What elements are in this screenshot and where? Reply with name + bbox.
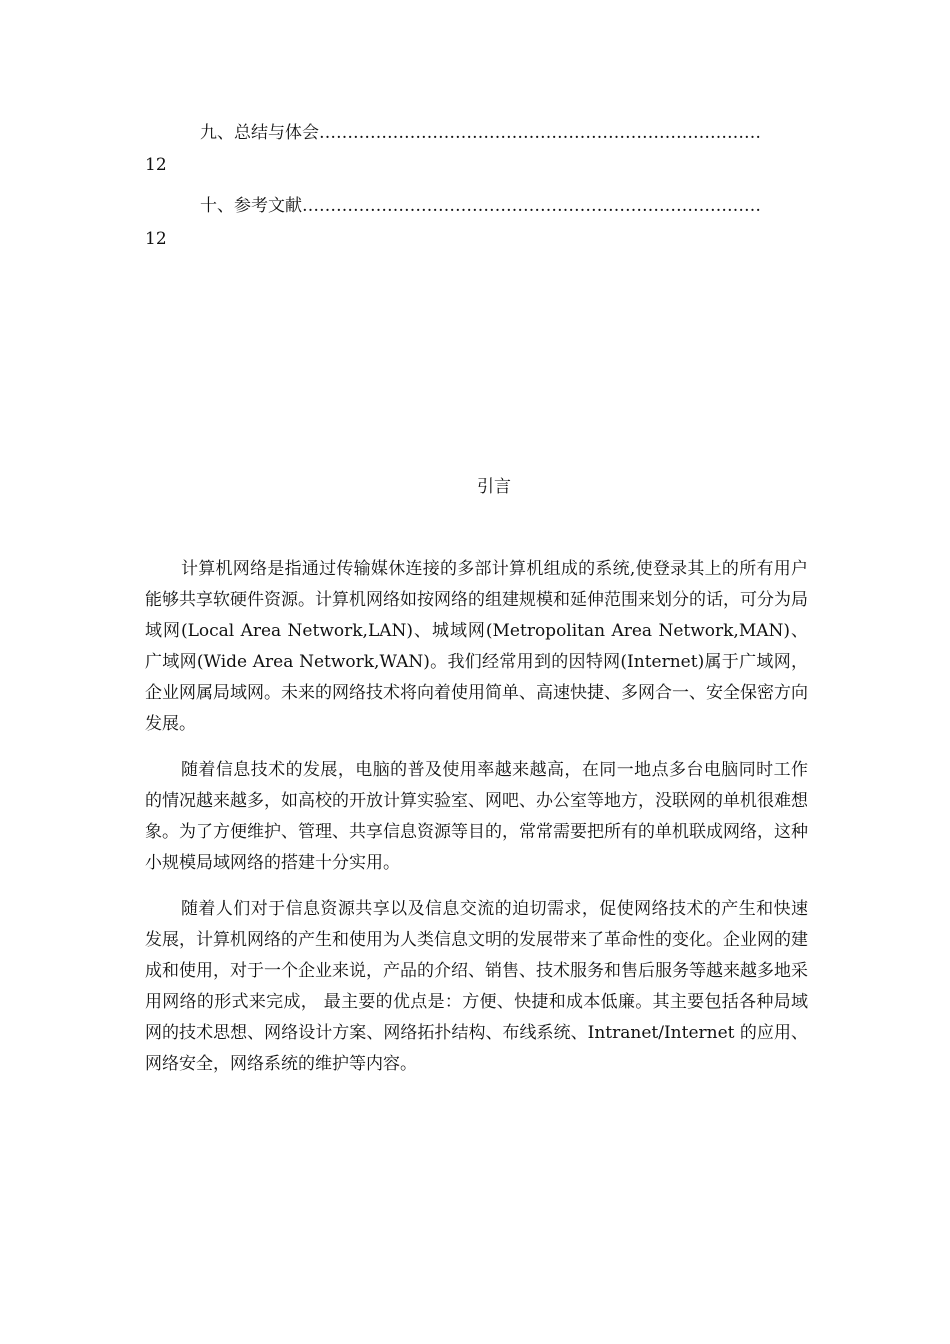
body-text <box>145 894 808 1080</box>
paragraph: 随着信息技术的发展，电脑的普及使用率越来越高，在同一地点多台电脑同时工作的情况越来越多，如高校的开放计算实验室、网吧、办公室等地方，没联网的单机很难想象。为了方便维护、管理、共享信息资源等目的，常常需要把所有的单机联成网络，这种小规模局域网络的搭建十分实用。 <box>145 760 808 873</box>
paragraph: 计算机网络是指通过传输媒休连接的多部计算机组成的系统,使登录其上的所有用户能够共享软硬件资源。计算机网络如按网络的组建规模和延伸范围来划分的话，可分为局域网(Local Area Network,LAN)、城域网(Metropolitan Area Network,MAN)、广域网(Wide Area Network,WAN)。我们经常用到的因特网(Internet)属于广域网，企业网属局域网。未来的网络技术将向着使用简单、高速快捷、多网合一、安全保密方向发展。 <box>145 559 808 734</box>
toc-leader-dots: ……………………………………………………………………… <box>302 196 761 216</box>
body-text <box>145 755 808 879</box>
toc-entry-title: 九、总结与体会 <box>200 123 319 143</box>
toc-entry-title: 十、参考文献 <box>200 196 302 216</box>
toc-leader-dots: …………………………………………………………………… <box>319 123 761 143</box>
paragraph: 随着人们对于信息资源共享以及信息交流的迫切需求，促使网络技术的产生和快速发展，计算机网络的产生和使用为人类信息文明的发展带来了革命性的变化。企业网的建成和使用，对于一个企业来说，产品的介绍、销售、技术服务和售后服务等越来越多地采用网络的形式来完成， 最主要的优点是：方便、快捷和成本低廉。其主要包括各种局域网的技术思想、网络设计方案、网络拓扑结构、布线系统、Intranet/Internet 的应用、网络安全，网络系统的维护等内容。 <box>145 899 808 1074</box>
toc-page-number: 12 <box>145 229 167 249</box>
toc-entry-references <box>145 194 808 218</box>
body-text <box>145 554 808 740</box>
toc-page-number: 12 <box>145 155 167 175</box>
toc-entry-summary <box>145 121 808 145</box>
section-heading: 引言 <box>477 477 511 497</box>
